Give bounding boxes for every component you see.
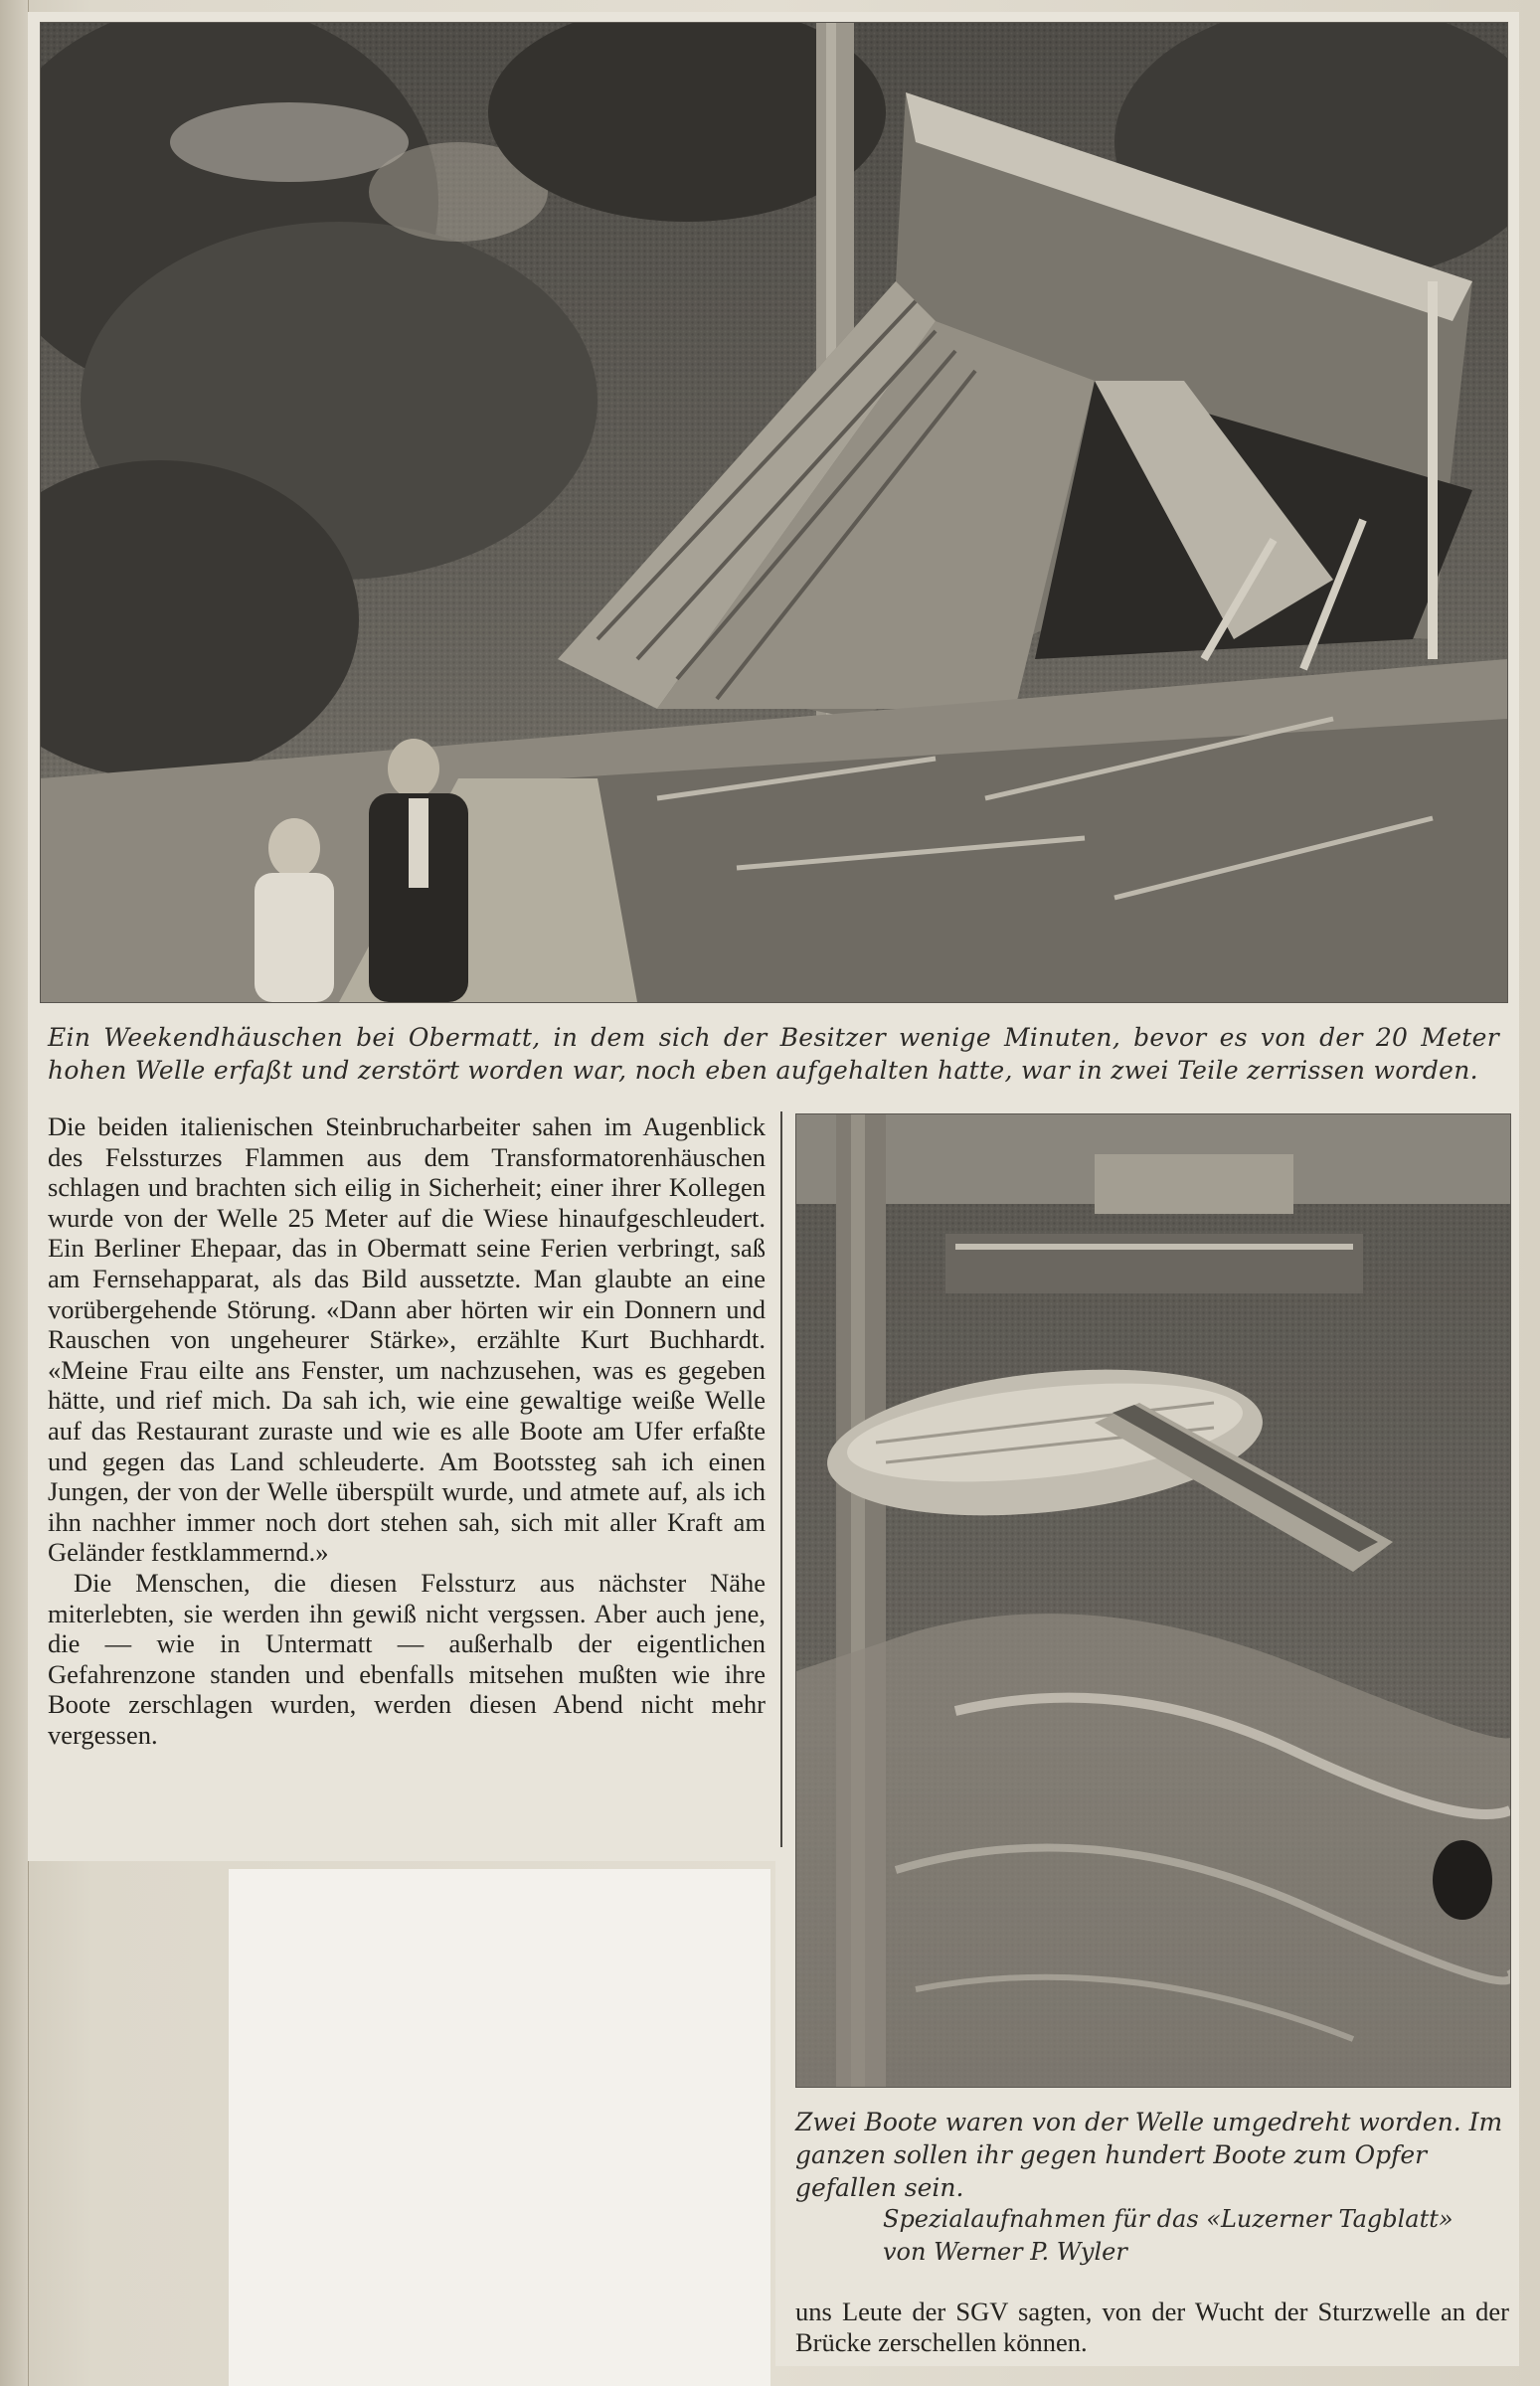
photo-bottom-caption: Zwei Boote waren von der Welle umgedreht worden. Im ganzen sollen ihr gegen hundert Boote zum Opfer gefallen sein. — [795, 2108, 1503, 2202]
article-paragraph: Die Menschen, die diesen Felssturz aus nächster Nähe miterlebten, sie werden ihn gewiß nicht vergssen. Aber auch jene, die — wie in Untermatt — außerhalb der eigentlichen Gefahrenzone standen und ebenfalls mitsehen mußten wie ihre Boote zerschlagen wurden, werden diesen Abend nicht mehr vergessen. — [48, 1567, 766, 1750]
photo-overturned-boats — [795, 1113, 1511, 2088]
photo-destroyed-house-image — [41, 23, 1507, 1002]
photo-credit-line: von Werner P. Wyler — [883, 2238, 1127, 2266]
column-rule — [780, 1111, 782, 1847]
article-paragraph: Die beiden italienischen Steinbrucharbeiter sahen im Augenblick des Felssturzes Flammen aus dem Transformatorenhäuschen schlagen und brachten sich eilig in Sicherheit; einer ihrer Kollegen wurde von der Welle 25 Meter auf die Wiese hinaufgeschleudert. Ein Berliner Ehepaar, das in Obermatt seine Ferien verbringt, saß am Fernsehapparat, als das Bild aussetzte. Man glaubte an eine vorübergehende Störung. «Dann aber hörten wir ein Donnern und Rauschen von ungeheurer Stärke», erzählte Kurt Buchhardt. «Meine Frau eilte ans Fenster, um nachzusehen, was es gegeben hätte, und rief mich. Da sah ich, wie eine gewaltige weiße Welle auf das Restaurant zuraste und wie es alle Boote am Ufer erfaßte und gegen das Land schleuderte. Am Bootssteg sah ich einen Jungen, der von der Welle überspült wurde, und atmete auf, als ich ihn nachher immer noch dort stehen sah, sich mit aller Kraft am Geländer festklammernd.» — [48, 1111, 766, 1568]
photo-credit — [883, 2203, 1519, 2269]
photo-credit-line: Spezialaufnahmen für das «Luzerner Tagblatt» — [883, 2205, 1454, 2233]
photo-destroyed-house — [40, 22, 1508, 1003]
article-body — [48, 1111, 766, 1750]
adjacent-page-edge — [0, 0, 29, 2386]
photo-top-caption: Ein Weekendhäuschen bei Obermatt, in dem sich der Besitzer wenige Minuten, bevor es von der 20 Meter hohen Welle erfaßt und zerstört worden war, noch eben aufgehalten hatte, war in zwei Teile zerrissen worden. — [48, 1023, 1499, 1085]
photo-overturned-boats-image — [796, 1114, 1510, 2087]
article-continuation: uns Leute der SGV sagten, von der Wucht der Sturzwelle an der Brücke zerschellen können. — [795, 2297, 1509, 2357]
album-paper — [229, 1869, 770, 2386]
